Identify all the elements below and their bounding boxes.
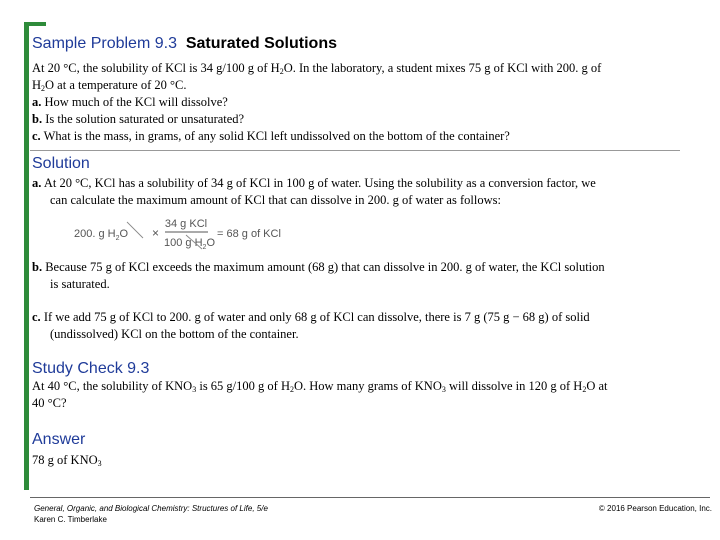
calc-given: 200. g $H_2O$ [74,228,129,242]
study-check-text: At 40 °C, the solubility of KNO [32,379,193,393]
problem-line-1-text: At 20 °C, the solubility of KCl is 34 g/100 g of H [32,61,280,75]
subscript: 3 [97,459,102,468]
subscript: 2 [279,67,284,76]
problem-line-2 [32,77,186,94]
conversion-calculation [74,214,334,252]
part-b-label: b. [32,112,43,126]
solution-a-label: a. [32,176,42,190]
footer-author: Karen C. Timberlake [34,515,107,524]
part-b-text: Is the solution saturated or unsaturated? [45,112,245,126]
solution-b-label: b. [32,260,43,274]
study-check-text: is 65 g/100 g of H [199,379,290,393]
calc-numerator: 34 g KCl [164,218,208,230]
subscript: 2 [582,385,587,394]
accent-tick [24,22,46,26]
study-check-text: O at [586,379,608,393]
solution-c-line-2: (undissolved) KCl on the bottom of the container. [50,327,299,341]
calc-result: = 68 g of KCl [217,228,281,240]
solution-c-line-1: If we add 75 g of KCl to 200. g of water and only 68 g of KCl can dissolve, there is 7 g (75 g − 68 g) of solid [43,310,590,324]
problem-line-2-end: O at a temperature of 20 °C. [45,78,187,92]
study-check-text: will dissolve in 120 g of H [449,379,583,393]
part-a-label: a. [32,95,42,109]
solution-b-line-1: Because 75 g of KCl exceeds the maximum amount (68 g) that can dissolve in 200. g of water, the KCl solution [45,260,605,274]
calc-times: × [152,226,160,240]
solution-heading: Solution [32,155,90,172]
part-c-label: c. [32,129,41,143]
solution-a-line-1: At 20 °C, KCl has a solubility of 34 g of KCl in 100 g of water. Using the solubility as a conversion factor, we [43,176,596,190]
subscript: 2 [41,84,46,93]
subscript: 3 [192,385,197,394]
solution-b-line-2: is saturated. [50,277,110,291]
answer-text [32,452,102,469]
solution-part-a [32,175,596,192]
part-a-text: How much of the KCl will dissolve? [44,95,228,109]
problem-part-b [32,111,244,128]
study-check-line-2: 40 °C? [32,396,67,410]
answer-heading: Answer [32,431,86,448]
footer-book-title: General, Organic, and Biological Chemistry: Structures of Life, 5/e [34,504,268,513]
title-prefix: Sample Problem 9.3 [32,35,177,52]
subscript: 3 [441,385,446,394]
problem-line-1 [32,60,601,77]
answer-value: 78 g of KNO [32,453,98,467]
page-title [32,35,337,53]
problem-part-c [32,128,510,145]
footer-copyright: © 2016 Pearson Education, Inc. [598,504,712,513]
section-divider [30,150,680,151]
solution-part-b [32,259,605,276]
calc-denominator: 100 g $H_2O$ [164,237,215,251]
study-check-heading: Study Check 9.3 [32,360,150,377]
study-check-line-1 [32,378,608,395]
title-topic: Saturated Solutions [185,35,337,52]
part-c-text: What is the mass, in grams, of any solid KCl left undissolved on the bottom of the container? [43,129,510,143]
solution-a-line-2: can calculate the maximum amount of KCl that can dissolve in 200. g of water as follows: [50,193,501,207]
cancel-slash [127,222,143,238]
solution-part-c [32,309,590,326]
problem-line-1-end: O. In the laboratory, a student mixes 75 g of KCl with 200. g of [283,61,602,75]
problem-line-2-text: H [32,78,42,92]
problem-part-a [32,94,228,111]
subscript: 2 [289,385,294,394]
solution-c-label: c. [32,310,41,324]
accent-bar [24,22,29,490]
footer-divider [30,497,710,498]
study-check-text: O. How many grams of KNO [293,379,442,393]
